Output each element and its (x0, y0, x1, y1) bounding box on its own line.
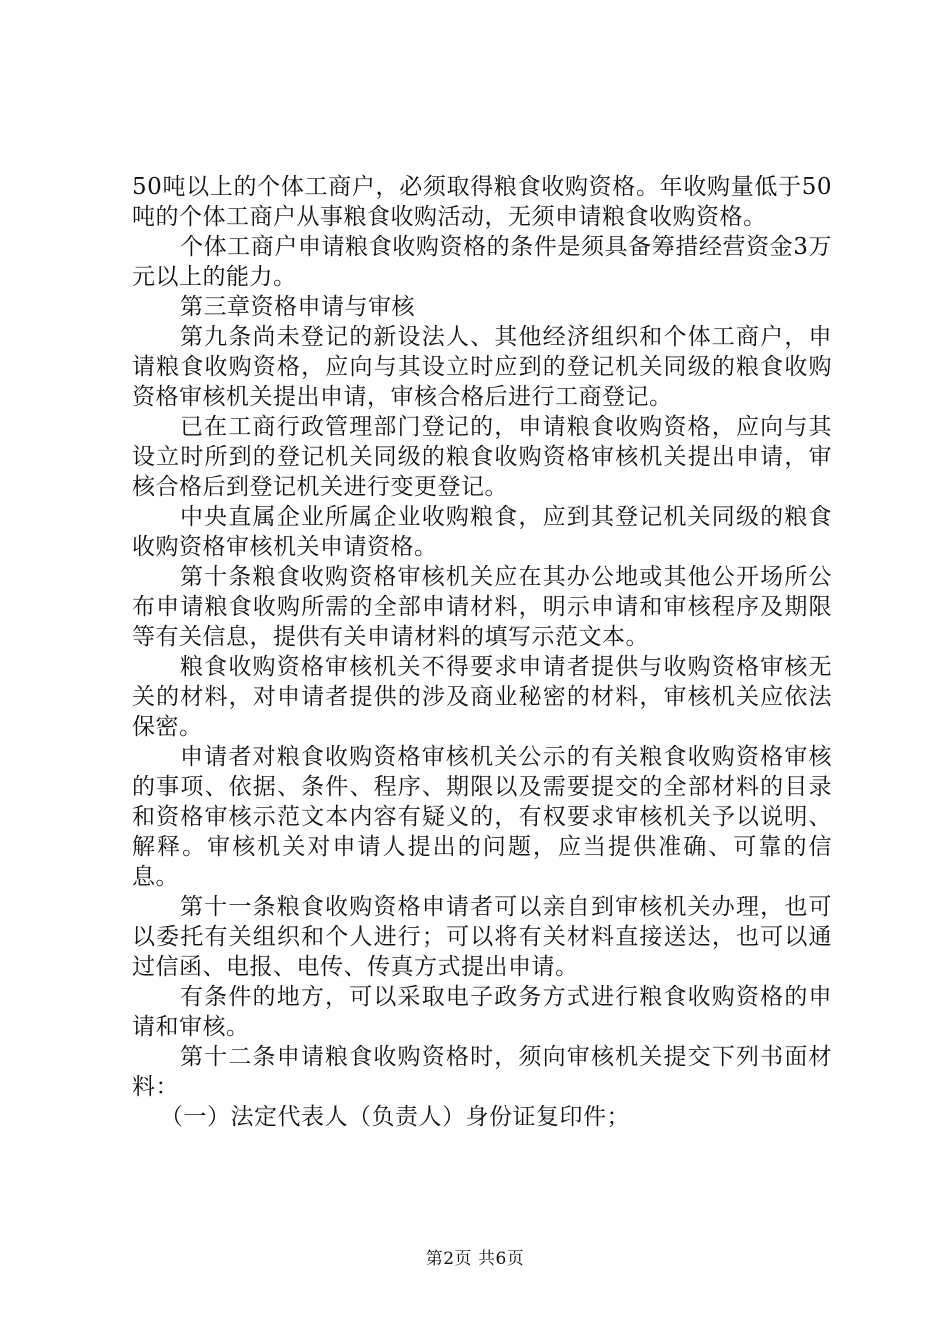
paragraph-capital-requirement: 个体工商户申请粮食收购资格的条件是须具备筹措经营资金3万元以上的能力。 (132, 234, 832, 290)
article-11: 第十一条粮食收购资格申请者可以亲自到审核机关办理，也可以委托有关组织和个人进行；可以将有关材料直接送达，也可以通过信函、电报、电传、传真方式提出申请。 (132, 894, 832, 980)
chapter-heading: 第三章资格申请与审核 (180, 294, 415, 320)
paragraph-e-government: 有条件的地方，可以采取电子政务方式进行粮食收购资格的申请和审核。 (132, 984, 832, 1040)
paragraph-central-enterprises: 中央直属企业所属企业收购粮食，应到其登记机关同级的粮食收购资格审核机关申请资格。 (132, 504, 832, 560)
article-10: 第十条粮食收购资格审核机关应在其办公地或其他公开场所公布申请粮食收购所需的全部申请材料，明示申请和审核程序及期限等有关信息，提供有关申请材料的填写示范文本。 (132, 564, 832, 650)
paragraph-registered-entities: 已在工商行政管理部门登记的，申请粮食收购资格，应向与其设立时所到的登记机关同级的粮食收购资格审核机关提出申请，审核合格后到登记机关进行变更登记。 (132, 414, 832, 500)
article-12: 第十二条申请粮食收购资格时，须向审核机关提交下列书面材料： (132, 1044, 832, 1100)
article-9: 第九条尚未登记的新设法人、其他经济组织和个体工商户，申请粮食收购资格，应向与其设立时应到的登记机关同级的粮食收购资格审核机关提出申请，审核合格后进行工商登记。 (132, 324, 832, 410)
list-item-1: （一）法定代表人（负责人）身份证复印件； (160, 1104, 630, 1130)
paragraph-inquiry-rights: 申请者对粮食收购资格审核机关公示的有关粮食收购资格审核的事项、依据、条件、程序、期限以及需要提交的全部材料的目录和资格审核示范文本内容有疑义的，有权要求审核机关予以说明、解释。审核机关对申请人提出的问题，应当提供准确、可靠的信息。 (132, 744, 832, 890)
paragraph-continuation: 50吨以上的个体工商户，必须取得粮食收购资格。年收购量低于50吨的个体工商户从事粮食收购活动，无须申请粮食收购资格。 (132, 174, 832, 230)
document-body (132, 172, 832, 1132)
page-footer: 第2页 共6页 (425, 1249, 525, 1269)
paragraph-confidentiality: 粮食收购资格审核机关不得要求申请者提供与收购资格审核无关的材料，对申请者提供的涉及商业秘密的材料，审核机关应依法保密。 (132, 654, 832, 740)
